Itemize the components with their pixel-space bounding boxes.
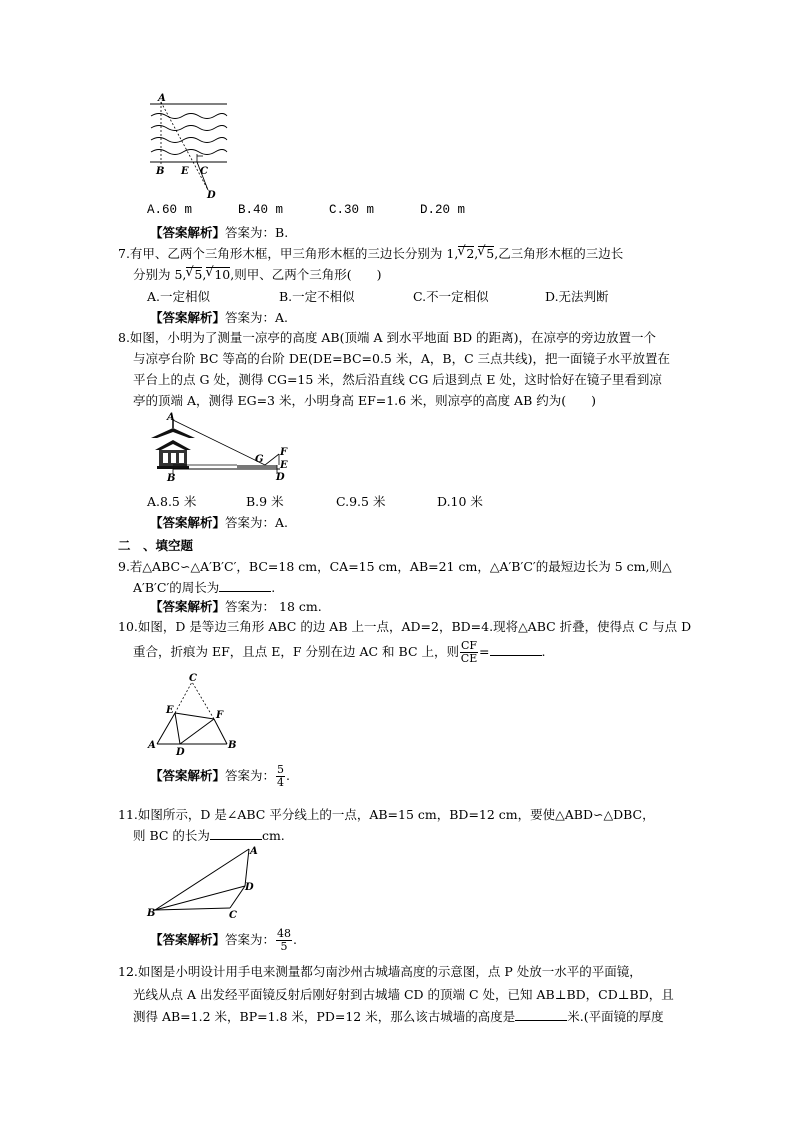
frac-denominator: 4 [277,776,285,789]
q8-label-d: D [276,472,285,483]
q6-figure [145,92,230,202]
answer-text: 答案为：A. [225,310,289,325]
answer-blank [515,1009,567,1021]
q6-label-e: E [181,166,189,177]
answer-text: 答案为： 18 cm. [225,599,322,614]
q10-fraction [460,640,478,665]
q6-label-a: A [158,93,166,104]
answer-tag: 【答案解析】 [150,768,226,783]
q7-option-b: B.一定不相似 [279,289,355,304]
answer-tag: 【答案解析】 [150,932,226,947]
q7-text: ,则甲、乙两个三角形( ) [230,267,382,282]
q12-text: 测得 AB=1.2 米，BP=1.8 米，PD=12 米，那么该古城墙的高度是 [133,1009,516,1024]
q8-label-a: A [167,412,175,423]
q9-line1: 9.若△ABC∽△A′B′C′，BC=18 cm，CA=15 cm，AB=21 cm，△A′B′C′的最短边长为 5 cm,则△ [118,559,672,574]
q8-option-a: A.8.5 米 [147,494,197,509]
q11-answer-fraction [276,928,292,953]
q8-line4: 亭的顶端 A，测得 EG=3 米，小明身高 EF=1.6 米，则凉亭的高度 AB 约为( ) [133,393,596,408]
q8-option-d: D.10 米 [437,494,483,509]
frac-numerator: 5 [277,763,285,776]
answer-tag: 【答案解析】 [150,310,226,325]
q6-answer [150,223,288,241]
q9-text: . [271,580,276,595]
q8-line3: 平台上的点 G 处，测得 CG=15 米，然后沿直线 CG 后退到点 E 处，这时恰好在镜子里看到凉 [133,372,662,387]
q7-option-a: A.一定相似 [147,289,211,304]
answer-text: 答案为：A. [225,515,289,530]
q7-text: ,乙三角形木框的三边长 [494,246,624,261]
answer-text: 答案为： [225,768,276,783]
q10-answer-fraction [276,764,285,789]
q10-label-f: F [216,710,224,721]
frac-numerator: 48 [277,927,292,940]
q7-text: 分别为 5, [133,267,187,282]
q6-label-b: B [156,166,165,177]
answer-end: . [293,932,298,947]
q10-label-b: B [228,740,237,751]
q7-text: 7.有甲、乙两个三角形木框，甲三角形木框的三边长分别为 1, [118,246,459,261]
q12-line1: 12.如图是小明设计用手电来测量都匀南沙州古城墙高度的示意图，点 P 处放一水平的平面镜， [118,964,642,979]
q7-line2: 分别为 5,√ 5,√ 10,则甲、乙两个三角形( ) [133,265,381,283]
q7-answer [150,308,288,326]
q11-line1: 11.如图所示，D 是∠ABC 平分线上的一点，AB=15 cm，BD=12 cm，要使△ABD∽△DBC， [118,807,655,822]
q8-option-c: C.9.5 米 [336,494,386,509]
q11-answer [150,928,297,953]
answer-text: 答案为： [225,932,276,947]
q12-line3 [133,1007,664,1025]
q10-answer [150,764,290,789]
q12-line2: 光线从点 A 出发经平面镜反射后刚好射到古城墙 CD 的顶端 C 处，已知 AB⊥BD，CD⊥BD，且 [133,987,674,1002]
section-title: 二 、填空题 [118,538,194,553]
answer-text: 答案为：B. [225,225,289,240]
frac-numerator: CF [460,639,478,652]
q10-label-c: C [189,673,197,684]
q8-label-g: G [255,454,264,465]
sqrt-5: √ 5 [478,246,494,260]
answer-end: . [286,768,291,783]
q10-line2 [133,640,546,665]
q10-line1: 10.如图，D 是等边三角形 ABC 的边 AB 上一点，AD=2，BD=4.现将△ABC 折叠，使得点 C 与点 D [118,619,692,634]
sqrt-5: √ 5 [186,267,202,281]
answer-tag: 【答案解析】 [150,225,226,240]
q8-line1: 8.如图，小明为了测量一凉亭的高度 AB(顶端 A 到水平地面 BD 的距离)，在凉亭的旁边放置一个 [118,330,656,345]
q8-label-b: B [167,473,176,484]
q11-text: 则 BC 的长为 [133,828,210,843]
q7-line1: 7.有甲、乙两个三角形木框，甲三角形木框的三边长分别为 1,√ 2,√ 5,乙三角形木框的三边长 [118,244,623,262]
q6-option-a: A.60 m [147,203,193,217]
answer-tag: 【答案解析】 [150,515,226,530]
sqrt-2: √ 2 [458,246,474,260]
q10-figure [145,672,245,758]
q6-label-c: C [200,166,208,177]
q8-answer [150,513,288,531]
q7-option-d: D.无法判断 [545,289,609,304]
answer-blank [219,580,271,592]
q11-figure [145,840,265,920]
q6-label-d: D [207,190,216,201]
q10-label-a: A [148,740,156,751]
answer-blank [490,644,542,656]
sqrt-10: √ 10 [206,267,230,281]
q6-option-b: B.40 m [238,203,284,217]
answer-blank [210,828,262,840]
q9-line2 [133,578,275,596]
q9-text: A′B′C′的周长为 [133,580,220,595]
q6-option-c: C.30 m [329,203,375,217]
q10-text: = [479,644,490,659]
q8-line2: 与凉亭台阶 BC 等高的台阶 DE(DE=BC=0.5 米，A，B，C 三点共线)，把一面镜子水平放置在 [133,351,670,366]
q11-label-c: C [229,910,237,920]
frac-denominator: 5 [280,940,288,953]
q10-label-d: D [176,747,185,758]
q6-option-d: D.20 m [420,203,466,217]
q11-label-d: D [245,882,254,893]
q11-label-a: A [250,846,258,857]
q10-label-e: E [166,705,174,716]
q8-option-b: B.9 米 [246,494,284,509]
frac-denominator: CE [460,652,478,665]
q9-answer [150,597,322,615]
q7-option-c: C.不一定相似 [413,289,489,304]
q12-text: 米.(平面镜的厚度 [567,1009,664,1024]
q11-text: cm. [261,828,285,843]
q8-label-f: F [280,447,288,458]
q10-text: 重合，折痕为 EF，且点 E，F 分别在边 AC 和 BC 上，则 [133,644,459,659]
answer-tag: 【答案解析】 [150,599,226,614]
q10-text: . [541,644,546,659]
q8-label-e: E [280,460,288,471]
q8-figure [145,412,295,484]
q11-label-b: B [147,908,156,919]
